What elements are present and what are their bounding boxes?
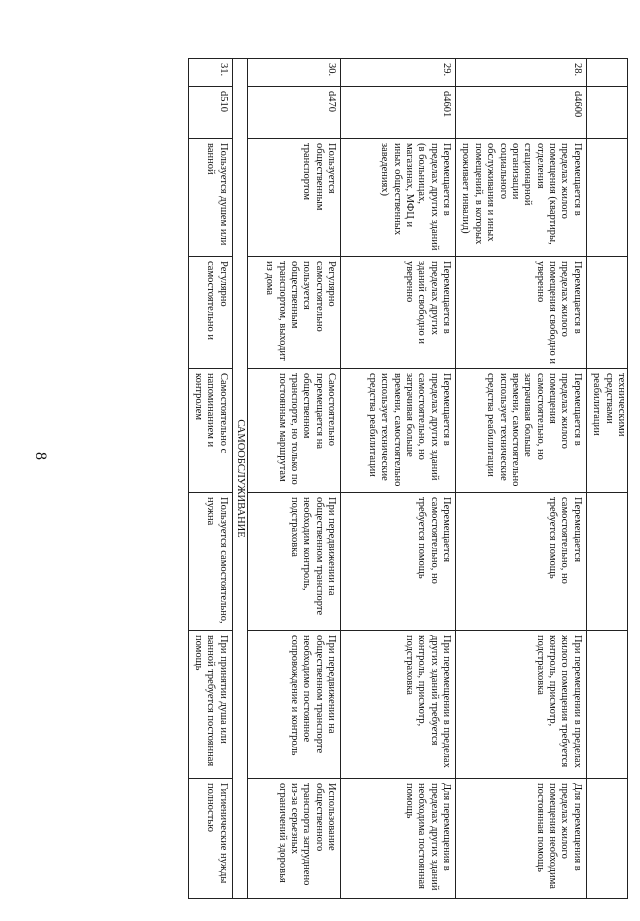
section-title: САМООБСЛУЖИВАНИЕ [232, 59, 247, 899]
cell-empty [586, 257, 627, 369]
table-row [248, 59, 341, 899]
level-2-text: При передвижении на общественном транспорте необходим контроль, подстраховка [248, 493, 341, 631]
row-number: 28. [456, 59, 587, 87]
continuation-row [586, 59, 627, 899]
level-4-text: Для перемещения в пределах жилого помещения необходима постоянная помощь [456, 779, 587, 899]
row-number: 31. [188, 59, 232, 87]
cell-empty [586, 139, 627, 257]
level-0-text: Перемещается в пределах жилого помещения свободно и уверенно [456, 257, 587, 369]
level-4-text: Гигиенические нужды полностью [188, 779, 232, 899]
rotated-table-container [100, 58, 628, 898]
cell-empty [586, 87, 627, 139]
page-number: 8 [32, 452, 49, 460]
activity-description: Пользуется общественным транспортом [248, 139, 341, 257]
activity-description: Перемещается в пределах других зданий (в больницах, магазинах, МФЦ и иных общественных заведениях) [341, 139, 456, 257]
cell-empty [586, 631, 627, 779]
table-row [341, 59, 456, 899]
activity-description: Пользуется душем или ванной [188, 139, 232, 257]
level-3-text: При передвижении на общественном транспорте необходимо постоянное сопровождение и контроль [248, 631, 341, 779]
level-3-text: При принятии душа или ванной требуется постоянная помощь [188, 631, 232, 779]
level-1-text: Самостоятельно с напоминанием и контролем [188, 369, 232, 493]
level-3-text: При перемещении в пределах других зданий требуется контроль, присмотр, подстраховка [341, 631, 456, 779]
cell-empty [586, 779, 627, 899]
cell-empty [586, 59, 627, 87]
row-number: 30. [248, 59, 341, 87]
assessment-table [188, 58, 628, 899]
level-1-text: Перемещается в пределах жилого помещения самостоятельно, но затрачивая больше времени, самостоятельно использует технические средства реабилитации [456, 369, 587, 493]
level-4-text: Использование общественного транспорта затруднено из-за серьезных ограничений здоровья [248, 779, 341, 899]
cell-empty [586, 493, 627, 631]
level-0-text: Перемещается в пределах других зданий свободно и уверенно [341, 257, 456, 369]
continuation-text: техническими средствами реабилитации [586, 369, 627, 493]
domain-code: d470 [248, 87, 341, 139]
domain-code: d4601 [341, 87, 456, 139]
domain-code: d510 [188, 87, 232, 139]
level-2-text: Перемещается самостоятельно, но требуется помощь [456, 493, 587, 631]
level-1-text: Самостоятельно перемещается на общественном транспорте, но только по постоянным маршрутам [248, 369, 341, 493]
level-0-text: Регулярно самостоятельно и [188, 257, 232, 369]
table-row [456, 59, 587, 899]
level-3-text: При перемещении в пределах жилого помещения требуется контроль, присмотр, подстраховка [456, 631, 587, 779]
level-0-text: Регулярно самостоятельно пользуется общественным транспортом, выходит из дома [248, 257, 341, 369]
activity-description: Перемещается в пределах жилого помещения (квартиры, отделения стационарной организации социального обслуживания и иных помещений, в которых проживает инвалид) [456, 139, 587, 257]
row-number: 29. [341, 59, 456, 87]
domain-code: d4600 [456, 87, 587, 139]
table-row [188, 59, 232, 899]
level-4-text: Для перемещения в пределах других зданий необходима постоянная помощь [341, 779, 456, 899]
section-header-row [232, 59, 247, 899]
level-2-text: Пользуется самостоятельно, нужна [188, 493, 232, 631]
level-2-text: Перемещается самостоятельно, но требуется помощь [341, 493, 456, 631]
level-1-text: Перемещается в пределах других зданий самостоятельно, но затрачивая больше времени, самостоятельно использует технические средства реабилитации [341, 369, 456, 493]
